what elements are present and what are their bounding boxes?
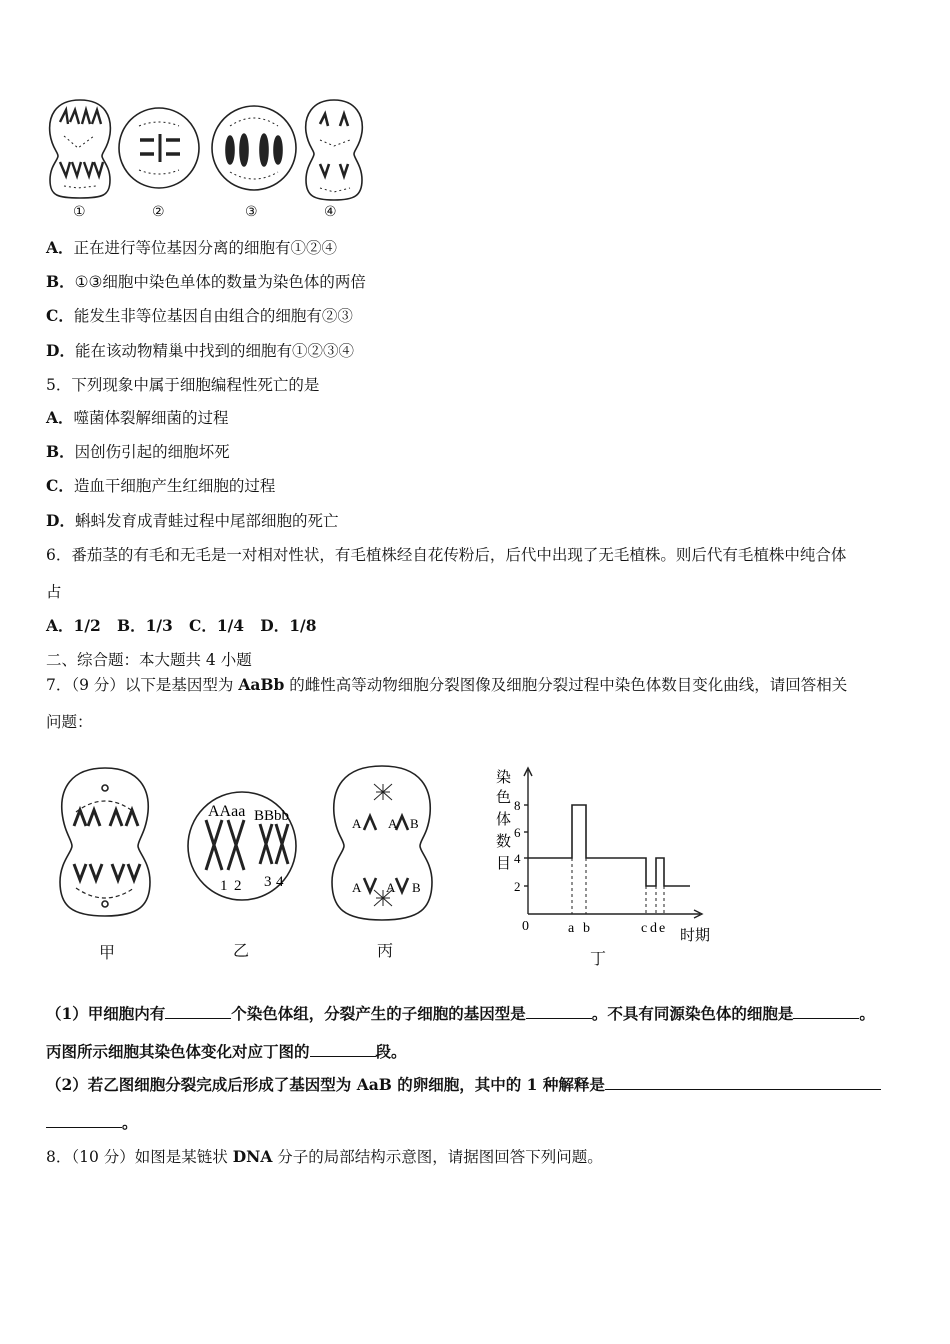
xtick-a: a	[568, 921, 575, 936]
q4-option-a: A．正在进行等位基因分离的细胞有①②④	[46, 238, 338, 257]
xtick-c: c	[641, 921, 648, 936]
origin-label: 0	[522, 919, 529, 934]
q4-cell-2	[119, 108, 199, 188]
answer-blank-1[interactable]	[165, 1004, 231, 1019]
q4-cell-1	[50, 100, 111, 198]
q4-cell-4	[306, 100, 363, 200]
q4-label-4: ④	[324, 204, 337, 220]
yi-num-2: 2	[234, 878, 242, 894]
q7-stem-line1: 7．（9 分）以下是基因型为 AaBb 的雌性高等动物细胞分裂图像及细胞分裂过程中染色体数目变化曲线，请回答相关	[46, 675, 848, 694]
q7-part2-line1: （2）若乙图细胞分裂完成后形成了基因型为 AaB 的卵细胞，其中的 1 种解释是	[46, 1073, 881, 1095]
ylabel-char-1: 染	[496, 770, 512, 786]
q5-option-c: C．造血干细胞产生红细胞的过程	[46, 476, 276, 495]
ytick-8: 8	[514, 798, 521, 813]
q4-label-2: ②	[152, 204, 165, 220]
answer-blank-2[interactable]	[526, 1004, 592, 1019]
q5-stem: 5．下列现象中属于细胞编程性死亡的是	[46, 376, 320, 394]
label-jia: 甲	[99, 943, 116, 962]
ytick-4: 4	[514, 851, 521, 866]
answer-blank-3[interactable]	[793, 1004, 859, 1019]
q7-part2-line2: 。	[46, 1111, 138, 1133]
xtick-d: d	[650, 921, 657, 936]
q5-option-d: D．蝌蚪发育成青蛙过程中尾部细胞的死亡	[46, 511, 339, 530]
label-bing: 丙	[377, 941, 394, 960]
xtick-e: e	[659, 921, 666, 936]
section-2-heading: 二、综合题：本大题共 4 小题	[46, 651, 252, 669]
q7-part1-line1: （1）甲细胞内有 个染色体组，分裂产生的子细胞的基因型是 。不具有同源染色体的细胞是 。	[46, 1004, 875, 1023]
q4-label-1: ①	[73, 204, 86, 220]
bing-gene-2: A	[388, 816, 398, 831]
ylabel-char-5: 目	[496, 856, 512, 872]
q6-options: A．1/2 B．1/3 C．1/4 D．1/8	[46, 616, 317, 635]
cell-bing	[332, 766, 432, 920]
yi-genes-a: AAaa	[208, 803, 246, 820]
q6-stem-line2: 占	[46, 583, 62, 601]
yi-genes-b: BBbb	[254, 808, 290, 824]
q7-stem-line2: 问题：	[46, 713, 93, 731]
q4-cell-3	[212, 106, 296, 190]
ylabel-char-2: 色	[496, 790, 512, 806]
ytick-6: 6	[514, 825, 521, 840]
q4-option-d: D．能在该动物精巢中找到的细胞有①②③④	[46, 341, 354, 360]
bing-gene-1: A	[352, 816, 362, 831]
ytick-2: 2	[514, 879, 521, 894]
answer-blank-5-cont[interactable]	[46, 1113, 122, 1128]
q7-part1-line2: 丙图所示细胞其染色体变化对应丁图的 段。	[46, 1042, 407, 1061]
bing-gene-4: B	[410, 816, 419, 831]
ylabel-char-4: 数	[496, 834, 512, 850]
bing-gene-3: A	[352, 880, 362, 895]
q4-option-b: B．①③细胞中染色单体的数量为染色体的两倍	[46, 272, 366, 291]
q6-stem-line1: 6．番茄茎的有毛和无毛是一对相对性状，有毛植株经自花传粉后，后代中出现了无毛植株。则后代有毛植株中纯合体	[46, 546, 847, 564]
cell-jia	[60, 768, 150, 916]
bing-gene-6: B	[412, 880, 421, 895]
q5-option-b: B．因创伤引起的细胞坏死	[46, 442, 230, 461]
label-yi: 乙	[233, 941, 250, 960]
ylabel-char-3: 体	[496, 812, 512, 828]
bing-gene-5: A	[386, 880, 396, 895]
yi-num-3: 3	[264, 874, 272, 890]
yi-num-4: 4	[276, 874, 284, 890]
graph-ding	[524, 768, 702, 918]
answer-blank-5[interactable]	[605, 1075, 881, 1090]
q5-option-a: A．噬菌体裂解细菌的过程	[46, 408, 229, 427]
q4-label-3: ③	[245, 204, 258, 220]
q8-stem: 8．（10 分）如图是某链状 DNA 分子的局部结构示意图，请据图回答下列问题。	[46, 1147, 603, 1166]
xtick-b: b	[583, 921, 590, 936]
q4-option-c: C．能发生非等位基因自由组合的细胞有②③	[46, 306, 353, 325]
label-ding: 丁	[590, 949, 607, 968]
yi-num-1: 1	[220, 878, 228, 894]
answer-blank-4[interactable]	[310, 1042, 376, 1057]
xlabel-shiqi: 时期	[680, 928, 711, 944]
